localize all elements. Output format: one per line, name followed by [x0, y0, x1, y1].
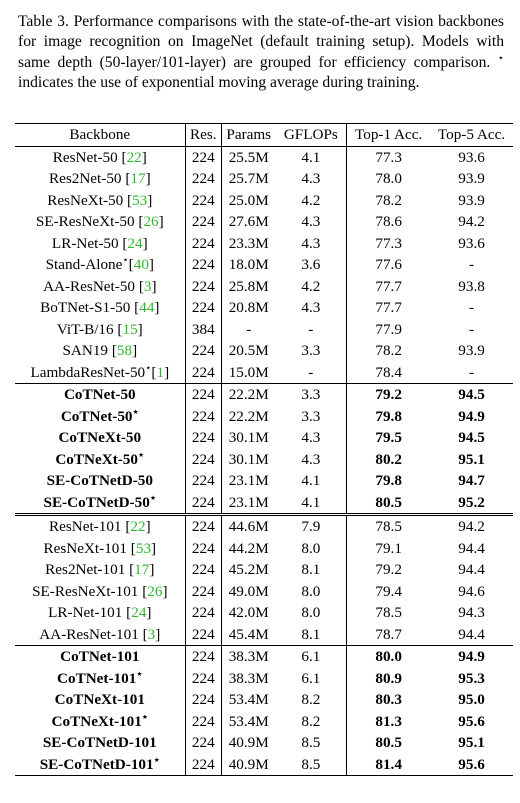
params-cell: 42.0M [228, 604, 269, 621]
backbone-cell [15, 449, 185, 471]
top5-cell: - [469, 363, 475, 381]
backbone-name: Res2Net-101 [45, 561, 126, 578]
res-cell: 224 [185, 254, 221, 276]
caption-star-symbol: ⋆ [497, 52, 504, 64]
params-cell: 53.4M [228, 691, 269, 708]
ema-star-marker: ⋆ [141, 711, 149, 723]
top1-cell: 80.0 [347, 646, 430, 668]
top1-cell: 79.5 [375, 429, 402, 446]
top5-cell: 94.7 [458, 472, 485, 489]
gflops-cell: 6.1 [275, 668, 346, 690]
gflops-cell: 3.3 [275, 406, 346, 428]
backbone-name: SE-CoTNetD-101 [39, 755, 154, 773]
backbone-cell: SAN19 [58] [15, 340, 185, 362]
backbone-cell [15, 711, 185, 733]
params-cell: 38.3M [222, 646, 276, 668]
res-cell: 224 [185, 168, 221, 190]
table-row [15, 340, 513, 362]
top1-cell: 78.2 [375, 342, 402, 359]
top5-cell: 94.3 [458, 604, 485, 621]
params-cell: - [246, 320, 252, 338]
top5-cell: - [469, 299, 475, 316]
top5-cell: 94.4 [458, 625, 485, 643]
top1-cell: 78.6 [375, 213, 402, 230]
params-cell: 22.2M [228, 407, 269, 425]
gflops-cell: 7.9 [275, 515, 346, 538]
citation-link[interactable]: 17 [130, 170, 146, 187]
backbone-cell: AA-ResNet-50 [3] [15, 276, 185, 298]
params-cell: 25.7M [228, 170, 269, 187]
params-cell: 23.3M [228, 234, 269, 252]
res-cell: 224 [185, 297, 221, 319]
top5-cell: 93.9 [458, 170, 485, 187]
header-top1: Top-1 Acc. [347, 124, 430, 147]
table-row [15, 732, 513, 754]
ema-star-marker: ⋆ [136, 668, 143, 680]
table-body [15, 146, 513, 776]
backbone-cell: ResNeXt-50 [53] [15, 190, 185, 212]
res-cell: 224 [185, 668, 221, 690]
top1-cell: 77.3 [375, 148, 402, 166]
backbone-name: BoTNet-S1-50 [40, 299, 131, 316]
top5-cell: 95.6 [430, 754, 513, 776]
res-cell: 224 [185, 624, 221, 646]
table-row [15, 190, 513, 212]
gflops-cell: 8.0 [275, 602, 346, 624]
top5-cell: 94.9 [430, 646, 513, 668]
top1-cell: 79.1 [375, 539, 402, 557]
gflops-cell: 4.3 [275, 297, 346, 319]
citation-link[interactable]: 53 [135, 539, 152, 557]
top5-cell: 94.9 [458, 407, 485, 425]
header-res: Res. [185, 124, 221, 147]
gflops-cell: 8.5 [275, 732, 346, 754]
gflops-cell: 8.0 [275, 581, 346, 603]
top1-cell: 79.8 [375, 407, 402, 425]
top5-cell: 93.9 [458, 191, 485, 209]
params-cell: 40.9M [228, 734, 269, 751]
backbone-cell: LR-Net-50 [24] [15, 233, 185, 255]
top5-cell: 93.6 [458, 148, 485, 166]
params-cell: 45.4M [228, 625, 269, 643]
params-cell: 23.1M [228, 493, 269, 511]
table-row [15, 254, 513, 276]
res-cell: 224 [185, 492, 221, 515]
top1-cell: 78.7 [375, 625, 402, 643]
top5-cell: 95.3 [458, 669, 485, 687]
backbone-name: AA-ResNet-101 [39, 625, 139, 643]
backbone-name: Stand-Alone [45, 256, 123, 273]
top1-cell: 78.5 [347, 515, 430, 538]
top1-cell: 79.4 [375, 582, 402, 600]
results-table [15, 123, 513, 776]
top5-cell: 94.4 [458, 561, 485, 578]
table-row [15, 559, 513, 581]
citation-link[interactable]: 22 [126, 148, 142, 166]
params-cell: 25.8M [228, 277, 269, 295]
res-cell: 224 [185, 211, 221, 233]
params-cell: 44.2M [228, 539, 269, 557]
backbone-name: LR-Net-101 [48, 604, 123, 621]
citation-link[interactable]: 24 [127, 234, 143, 252]
res-cell: 224 [185, 427, 221, 449]
gflops-cell: 3.3 [275, 340, 346, 362]
backbone-name: ResNeXt-101 [43, 539, 127, 557]
backbone-name: LR-Net-50 [51, 234, 119, 252]
backbone-name: CoTNet-101 [57, 669, 137, 687]
ema-star-marker: ⋆ [122, 254, 129, 266]
backbone-cell: SE-ResNeXt-50 [26] [15, 211, 185, 233]
backbone-name: AA-ResNet-50 [43, 277, 136, 295]
table-row [15, 233, 513, 255]
res-cell: 224 [185, 559, 221, 581]
table-row [15, 449, 513, 471]
backbone-cell: AA-ResNet-101 [3] [15, 624, 185, 646]
top1-cell: 80.5 [375, 493, 402, 511]
params-cell: 40.9M [222, 754, 276, 776]
backbone-name: CoTNet-50 [63, 386, 136, 403]
res-cell: 224 [185, 470, 221, 492]
backbone-name: ResNet-101 [48, 518, 122, 535]
table-row [15, 754, 513, 776]
table-row [15, 427, 513, 449]
backbone-cell [15, 646, 185, 668]
res-cell: 224 [185, 646, 221, 668]
res-cell: 224 [185, 362, 221, 384]
params-cell: 30.1M [228, 429, 269, 446]
table-row [15, 297, 513, 319]
table-row [15, 602, 513, 624]
top1-cell: 77.3 [375, 234, 402, 252]
backbone-cell: Res2Net-101 [17] [15, 559, 185, 581]
header-gflops: GFLOPs [275, 124, 346, 147]
citation-link[interactable]: 15 [122, 320, 138, 338]
res-cell: 224 [185, 276, 221, 298]
res-cell: 224 [185, 732, 221, 754]
backbone-name: CoTNeXt-101 [51, 712, 142, 730]
top5-cell: 93.9 [458, 342, 485, 359]
gflops-cell: 4.3 [275, 233, 346, 255]
top1-cell: 78.4 [375, 363, 402, 381]
top1-cell: 77.7 [375, 277, 402, 295]
res-cell: 224 [185, 515, 221, 538]
res-cell: 224 [185, 754, 221, 776]
citation-link[interactable]: 44 [139, 299, 155, 316]
params-cell: 25.5M [228, 148, 269, 166]
params-cell: 20.8M [228, 299, 269, 316]
gflops-cell: 4.1 [275, 492, 346, 515]
params-cell: 27.6M [228, 213, 269, 230]
table-row [15, 581, 513, 603]
top1-cell: 81.4 [347, 754, 430, 776]
backbone-cell [15, 492, 185, 515]
top5-cell: 94.4 [458, 539, 485, 557]
top5-cell: 95.0 [458, 691, 485, 708]
backbone-name: SE-CoTNetD-101 [42, 734, 157, 751]
top5-cell: 94.2 [430, 515, 513, 538]
table-row [15, 646, 513, 668]
top5-cell: 95.1 [458, 450, 485, 468]
backbone-cell [15, 406, 185, 428]
gflops-cell: 4.3 [275, 211, 346, 233]
gflops-cell: 4.3 [275, 168, 346, 190]
gflops-cell: 8.1 [275, 624, 346, 646]
top5-cell: - [469, 320, 475, 338]
backbone-cell [15, 732, 185, 754]
citation-link[interactable]: 1 [156, 363, 165, 381]
top1-cell: 79.2 [375, 561, 402, 578]
table-row [15, 276, 513, 298]
top1-cell: 80.2 [375, 450, 402, 468]
backbone-cell: SE-ResNeXt-101 [26] [15, 581, 185, 603]
res-cell: 224 [185, 146, 221, 168]
backbone-cell: BoTNet-S1-50 [44] [15, 297, 185, 319]
gflops-cell: 8.2 [275, 711, 346, 733]
backbone-name: SE-CoTNetD-50 [46, 472, 153, 489]
table-row [15, 689, 513, 711]
backbone-cell [15, 427, 185, 449]
backbone-name: SAN19 [62, 342, 109, 359]
gflops-cell: 6.1 [275, 646, 346, 668]
citation-link[interactable]: 3 [147, 625, 156, 643]
top1-cell: 77.6 [375, 256, 402, 273]
gflops-cell: - [275, 362, 346, 384]
res-cell: 224 [185, 406, 221, 428]
backbone-name: ResNeXt-50 [47, 191, 124, 209]
res-cell: 224 [185, 711, 221, 733]
table-row [15, 146, 513, 168]
top1-cell: 79.2 [347, 384, 430, 406]
top1-cell: 79.8 [375, 472, 402, 489]
backbone-name: SE-CoTNetD-50 [43, 493, 150, 511]
backbone-cell: ViT-B/16 [15] [15, 319, 185, 341]
ema-star-marker: ⋆ [145, 362, 152, 374]
gflops-cell: 4.3 [275, 427, 346, 449]
backbone-name: CoTNeXt-50 [58, 429, 142, 446]
params-cell: 38.3M [228, 669, 269, 687]
gflops-cell: 4.3 [275, 449, 346, 471]
backbone-cell [15, 470, 185, 492]
backbone-name: CoTNet-101 [60, 648, 140, 665]
table-row [15, 362, 513, 384]
params-cell: 45.2M [228, 561, 269, 578]
top1-cell: 78.2 [375, 191, 402, 209]
gflops-cell: 8.0 [275, 538, 346, 560]
backbone-name: Res2Net-50 [48, 170, 122, 187]
gflops-cell: 8.2 [275, 689, 346, 711]
params-cell: 18.0M [228, 256, 269, 273]
citation-link[interactable]: 26 [143, 213, 159, 230]
backbone-cell [15, 384, 185, 406]
res-cell: 224 [185, 233, 221, 255]
ema-star-marker: ⋆ [138, 449, 145, 461]
res-cell: 224 [185, 602, 221, 624]
params-cell: 30.1M [228, 450, 269, 468]
table-row [15, 470, 513, 492]
gflops-cell: 8.1 [275, 559, 346, 581]
backbone-cell [15, 754, 185, 776]
backbone-name: LambdaResNet-50 [30, 363, 146, 381]
backbone-name: SE-ResNeXt-101 [32, 582, 139, 600]
backbone-cell [15, 689, 185, 711]
backbone-cell: Stand-Alone⋆[40] [15, 254, 185, 276]
backbone-name: ResNet-50 [52, 148, 118, 166]
top1-cell: 80.3 [375, 691, 402, 708]
top1-cell: 77.9 [375, 320, 402, 338]
backbone-name: ViT-B/16 [56, 320, 114, 338]
res-cell: 224 [185, 384, 221, 406]
res-cell: 224 [185, 449, 221, 471]
citation-link[interactable]: 24 [131, 604, 147, 621]
citation-link[interactable]: 26 [147, 582, 163, 600]
top5-cell: 95.2 [458, 493, 485, 511]
backbone-cell: ResNeXt-101 [53] [15, 538, 185, 560]
top5-cell: 93.8 [458, 277, 485, 295]
top5-cell: 94.6 [458, 582, 485, 600]
params-cell: 23.1M [228, 472, 269, 489]
caption-text: Performance comparisons with the state-of-the-art vision backbones for image recognition on ImageNet (default training setup). Models with same depth (50-layer/101-layer) are grouped for efficiency comparison. [18, 13, 504, 71]
table-row [15, 538, 513, 560]
top1-cell: 80.5 [375, 734, 402, 751]
gflops-cell: 8.5 [275, 754, 346, 776]
res-cell: 224 [185, 538, 221, 560]
backbone-cell [15, 668, 185, 690]
res-cell: 224 [185, 190, 221, 212]
table-row [15, 711, 513, 733]
table-row [15, 668, 513, 690]
header-backbone: Backbone [15, 124, 185, 147]
top1-cell: 81.3 [375, 712, 402, 730]
res-cell: 224 [185, 689, 221, 711]
ema-star-marker: ⋆ [132, 406, 139, 418]
res-cell: 224 [185, 340, 221, 362]
citation-link[interactable]: 17 [134, 561, 150, 578]
caption-label: Table 3. [18, 13, 69, 30]
gflops-cell: 3.6 [275, 254, 346, 276]
top5-cell: 94.2 [458, 213, 485, 230]
header-params: Params [222, 124, 276, 147]
table-row [15, 211, 513, 233]
res-cell: 384 [185, 319, 221, 341]
header-top5: Top-5 Acc. [430, 124, 513, 147]
backbone-name: CoTNeXt-50 [55, 450, 138, 468]
citation-link[interactable]: 3 [143, 277, 152, 295]
table-header-row [15, 124, 513, 147]
citation-link[interactable]: 22 [130, 518, 146, 535]
table-row [15, 384, 513, 406]
ema-star-marker: ⋆ [149, 492, 157, 504]
backbone-cell: ResNet-50 [22] [15, 146, 185, 168]
backbone-cell: LR-Net-101 [24] [15, 602, 185, 624]
backbone-name: SE-ResNeXt-50 [35, 213, 135, 230]
backbone-cell: LambdaResNet-50⋆[1] [15, 362, 185, 384]
top5-cell: 94.5 [430, 384, 513, 406]
citation-link[interactable]: 58 [116, 342, 133, 359]
backbone-name: CoTNet-50 [60, 407, 133, 425]
gflops-cell: 4.2 [275, 276, 346, 298]
top5-cell: 94.5 [458, 429, 485, 446]
top1-cell: 78.5 [375, 604, 402, 621]
table-row [15, 319, 513, 341]
ema-star-marker: ⋆ [153, 754, 160, 766]
params-cell: 22.2M [222, 384, 276, 406]
top5-cell: - [469, 256, 475, 273]
params-cell: 15.0M [228, 363, 269, 381]
citation-link[interactable]: 40 [133, 256, 149, 273]
table-row [15, 406, 513, 428]
citation-link[interactable]: 53 [132, 191, 148, 209]
top1-cell: 78.0 [375, 170, 402, 187]
gflops-cell: 4.1 [275, 470, 346, 492]
table-row [15, 492, 513, 515]
gflops-cell: - [275, 319, 346, 341]
res-cell: 224 [185, 581, 221, 603]
top1-cell: 77.7 [375, 299, 402, 316]
params-cell: 44.6M [222, 515, 276, 538]
gflops-cell: 3.3 [275, 384, 346, 406]
params-cell: 20.5M [228, 342, 269, 359]
table-caption [18, 12, 504, 94]
table-row [15, 515, 513, 538]
table-row [15, 168, 513, 190]
top1-cell: 80.9 [375, 669, 402, 687]
gflops-cell: 4.1 [275, 146, 346, 168]
caption-star-note: indicates the use of exponential moving average during training. [18, 74, 420, 92]
params-cell: 49.0M [228, 582, 269, 600]
table-row [15, 624, 513, 646]
top5-cell: 95.6 [458, 712, 485, 730]
params-cell: 53.4M [228, 712, 269, 730]
params-cell: 25.0M [228, 191, 269, 209]
gflops-cell: 4.2 [275, 190, 346, 212]
backbone-name: CoTNeXt-101 [54, 691, 145, 708]
backbone-cell: ResNet-101 [22] [15, 515, 185, 538]
backbone-cell: Res2Net-50 [17] [15, 168, 185, 190]
top5-cell: 95.1 [458, 734, 485, 751]
top5-cell: 93.6 [458, 234, 485, 252]
